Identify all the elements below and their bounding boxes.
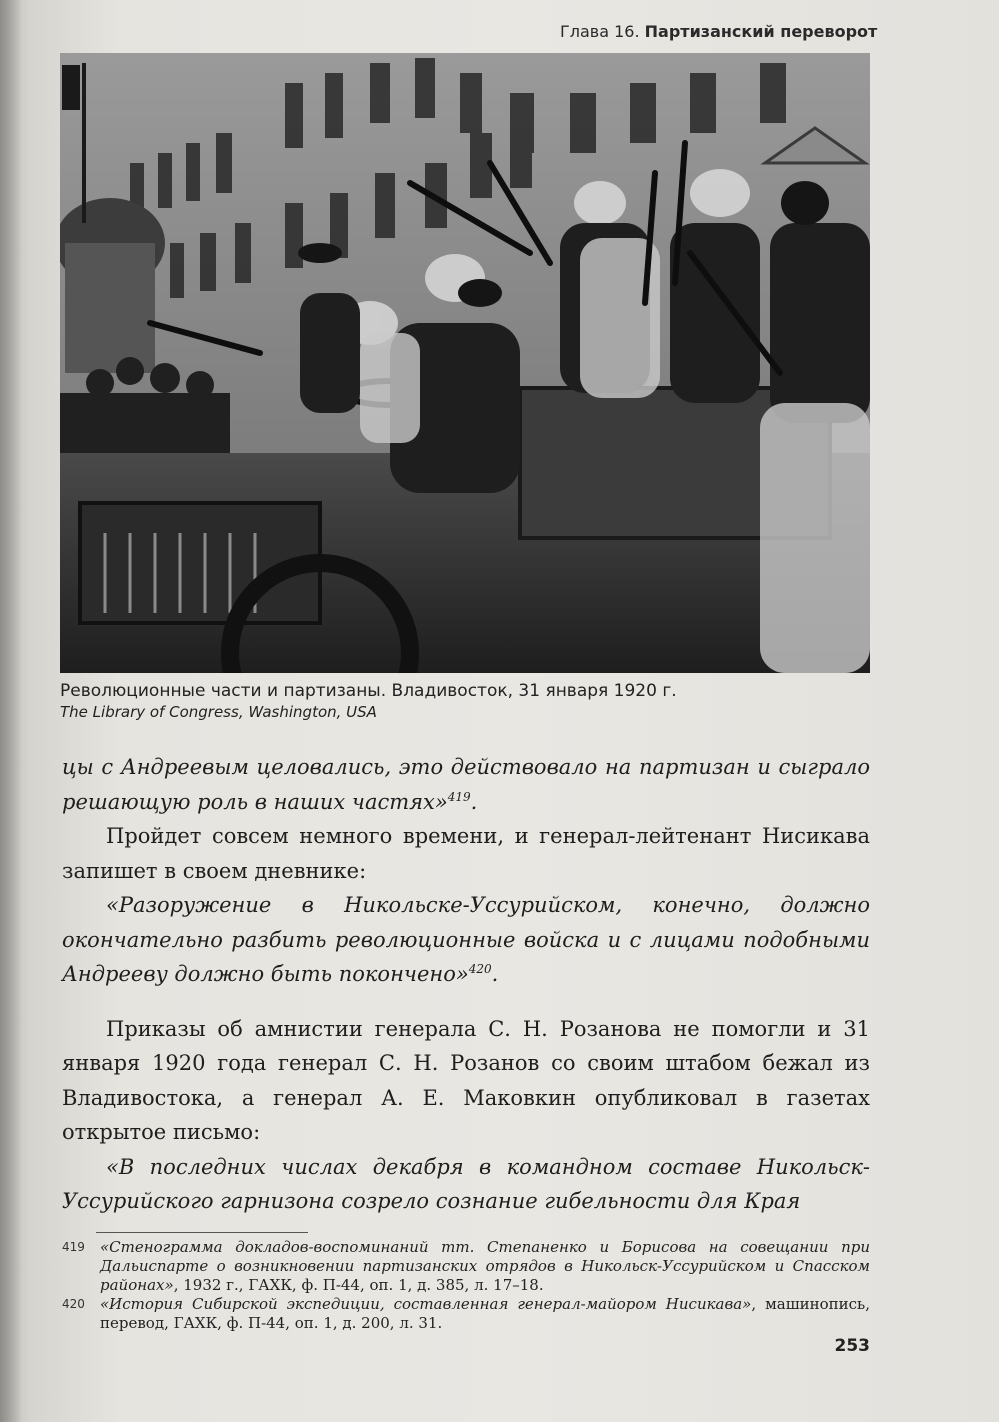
footnotes — [62, 1238, 870, 1333]
footnote-rest: , 1932 г., ГАХК, ф. П-44, оп. 1, д. 385, л. 17–18. — [173, 1276, 544, 1294]
footnote-ref-419[interactable]: 419 — [447, 789, 471, 804]
footnote-number: 419 — [62, 1240, 85, 1254]
paragraph-3 — [62, 888, 870, 992]
footnote-italic: «Стенограмма докладов-воспоминаний тт. Степаненко и Борисова на совещании при Дальиспарте о возникновении партизанских отрядов в Никольск-Уссурийском и Спасском районах» — [100, 1238, 870, 1294]
running-head-chapter: Глава 16. — [560, 22, 640, 41]
footnote-italic: «История Сибирской экспедиции, составленная генерал-майором Нисикава» — [100, 1295, 752, 1313]
page-number: 253 — [834, 1336, 870, 1356]
paragraph-1-text: цы с Андреевым целовались, это действовало на партизан и сыграло решающую роль в наших частях» — [62, 755, 870, 814]
paragraph-3-tail: . — [491, 962, 499, 986]
footnote-420 — [62, 1295, 870, 1333]
paragraph-4: Приказы об амнистии генерала С. Н. Розанова не помогли и 31 января 1920 года генерал С. Н. Розанов со своим штабом бежал из Владивостока, а генерал А. Е. Маковкин опубликовал в газетах открытое письмо: — [62, 1016, 870, 1144]
caption-credit: The Library of Congress, Washington, USA — [60, 703, 377, 721]
footnote-ref-420[interactable]: 420 — [468, 962, 492, 976]
historical-photo — [60, 53, 870, 673]
running-head — [560, 22, 878, 41]
paragraph-5: «В последних числах декабря в командном составе Никольск-Уссурийского гарнизона созрело сознание гибельности для Края — [62, 1154, 870, 1213]
paragraph-3-text: «Разоружение в Никольске-Уссурийском, конечно, должно окончательно разбить революционные войска и с лицами подобными Андрееву должно быть покончено» — [62, 893, 870, 986]
paragraph-2: Пройдет совсем немного времени, и генерал-лейтенант Нисикава запишет в своем дневнике: — [62, 824, 870, 883]
body-text — [62, 750, 870, 1219]
footnote-number: 420 — [62, 1297, 85, 1311]
running-head-title: Партизанский переворот — [644, 22, 878, 41]
footnote-rest: , машинопись, перевод, ГАХК, ф. П-44, оп. 1, д. 200, л. 31. — [100, 1295, 870, 1332]
footnote-rule — [96, 1232, 308, 1233]
gutter-shadow — [0, 0, 22, 1422]
photo-caption — [60, 680, 880, 722]
caption-text: Революционные части и партизаны. Владивосток, 31 января 1920 г. — [60, 681, 677, 701]
paragraph-1: цы с Андреевым целовались, это действовало на партизан и сыграло решающую роль в наших частях»$^{419}$. — [62, 755, 870, 814]
footnote-419 — [62, 1238, 870, 1295]
